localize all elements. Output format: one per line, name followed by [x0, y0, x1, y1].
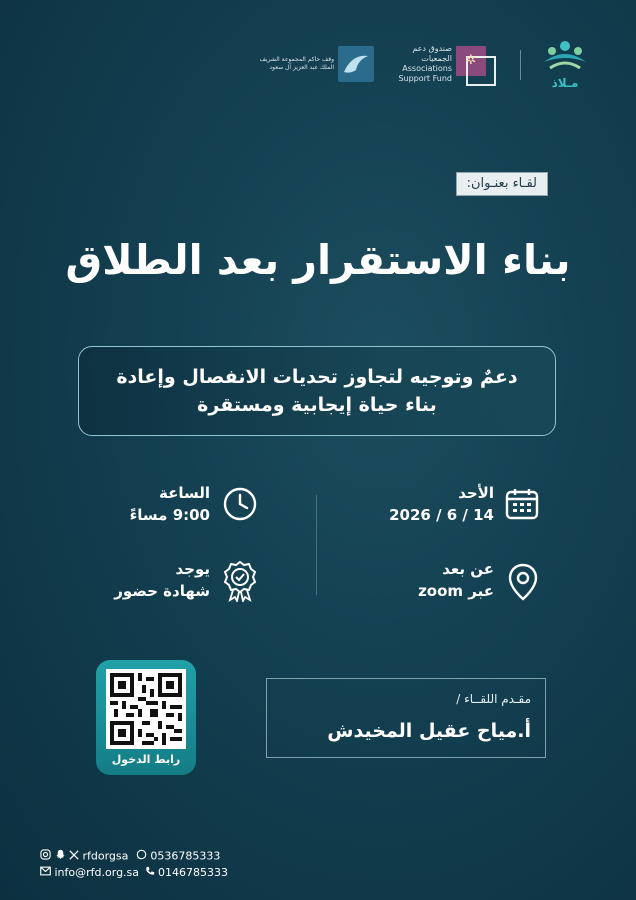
- presenter-label: مقـدم اللقــاء /: [456, 692, 531, 706]
- location-pin-icon: [506, 562, 540, 602]
- instagram-icon[interactable]: [40, 849, 51, 864]
- fund-english-2: Support Fund: [398, 74, 452, 83]
- time-label: الساعة: [158, 484, 210, 502]
- contact-row-1: [40, 849, 220, 864]
- event-title: بناء الاستقرار بعد الطلاق: [65, 236, 571, 284]
- waqf-line-1: وقف حاكم المجموعة الشريف: [259, 56, 334, 63]
- certificate-badge-icon: [222, 560, 258, 602]
- cert-value: شهادة حضور: [114, 582, 210, 600]
- event-tag: لقـاء بعنـوان:: [456, 172, 548, 196]
- subtitle-line-1: دعمٌ وتوجيه لتجاوز تحديات الانفصال وإعادة: [116, 366, 518, 388]
- date-value: 2026 / 6 / 14: [389, 506, 494, 524]
- snapchat-icon[interactable]: [55, 849, 66, 864]
- info-divider: [316, 495, 317, 595]
- email-address[interactable]: info@rfd.org.sa: [54, 866, 140, 879]
- waqf-line-2: الملك عبد العزيز آل سعود: [269, 64, 334, 71]
- clock-icon: [222, 486, 258, 522]
- malath-name: مـلاذ: [551, 76, 579, 90]
- social-handle[interactable]: rfdorgsa: [82, 849, 129, 863]
- mail-icon[interactable]: [40, 866, 51, 880]
- fund-arabic-name: صندوق دعم الجمعيات: [412, 44, 452, 63]
- malath-logo: [536, 38, 594, 96]
- support-fund-logo: ✲ صندوق دعم الجمعيات Associations Support Fund: [396, 42, 506, 90]
- mode-label: عن بعد: [442, 560, 494, 578]
- mode-value: عبر zoom: [418, 582, 494, 600]
- subtitle-box: [78, 346, 556, 436]
- time-value: 9:00 مساءً: [129, 506, 210, 524]
- cert-label: يوجد: [175, 560, 210, 578]
- qr-code[interactable]: [106, 669, 186, 749]
- phone-number[interactable]: 0146785333: [158, 866, 229, 879]
- contact-row-2: [40, 866, 228, 880]
- qr-card[interactable]: [96, 660, 196, 775]
- calendar-icon: [504, 486, 540, 522]
- day-label: الأحد: [458, 484, 494, 502]
- whatsapp-number[interactable]: 0536785333: [150, 849, 221, 863]
- presenter-box: [266, 678, 546, 758]
- whatsapp-icon[interactable]: [136, 849, 147, 864]
- subtitle-line-2: بناء حياة إيجابية ومستقرة: [197, 394, 437, 416]
- fund-english-1: Associations: [402, 64, 452, 73]
- logo-divider: [520, 50, 521, 80]
- qr-label: رابط الدخول: [111, 753, 181, 766]
- x-icon[interactable]: [69, 850, 79, 864]
- phone-icon[interactable]: [145, 866, 155, 880]
- waqf-logo: [250, 46, 378, 86]
- presenter-name: أ.مياح عقيل المخيدش: [327, 720, 531, 742]
